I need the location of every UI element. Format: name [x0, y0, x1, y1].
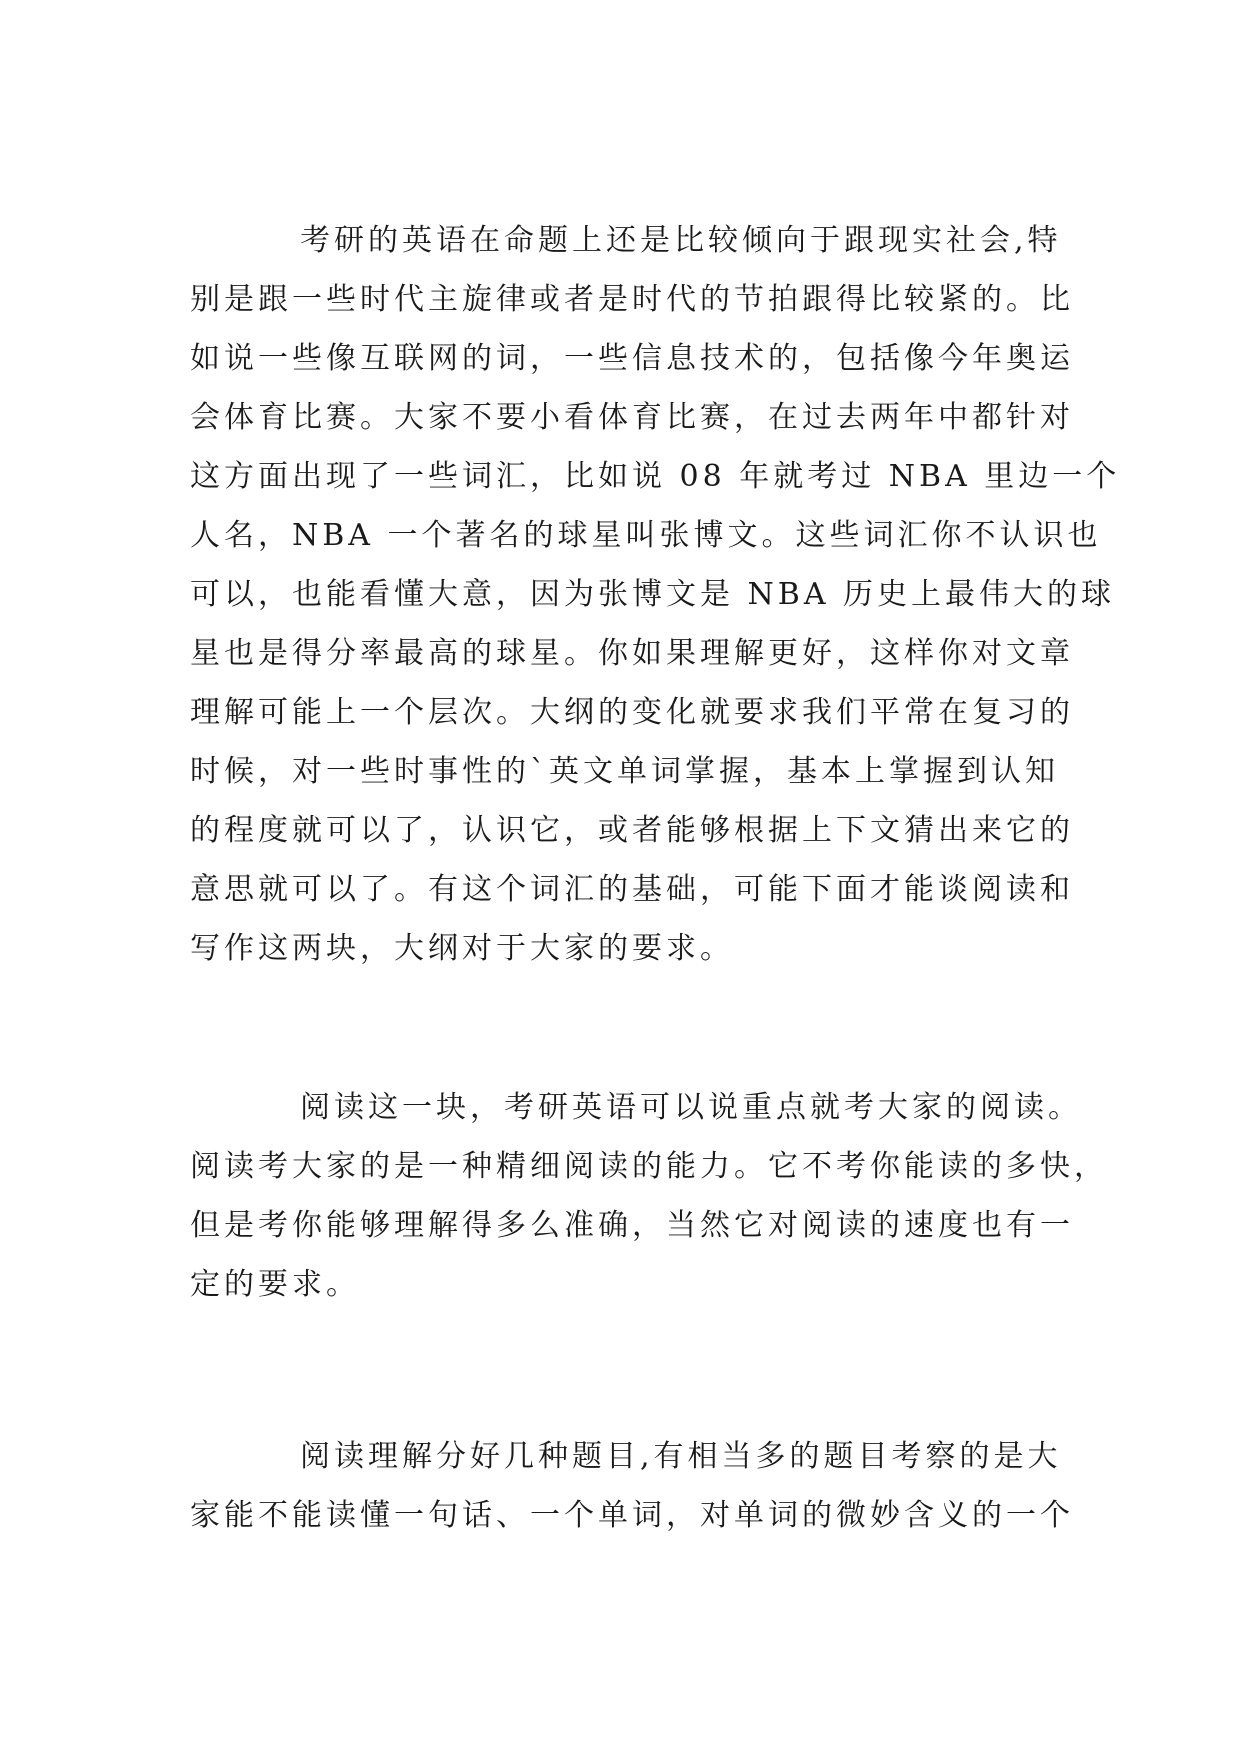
text-line: 的程度就可以了，认识它，或者能够根据上下文猜出来它的	[190, 813, 1074, 848]
paragraph-1	[190, 211, 1121, 978]
text-line: 别是跟一些时代主旋律或者是时代的节拍跟得比较紧的。比	[190, 282, 1074, 317]
text-line: 时候，对一些时事性的`英文单词掌握，基本上掌握到认知	[190, 754, 1059, 789]
text-line: 家能不能读懂一句话、一个单词，对单词的微妙含义的一个	[190, 1498, 1074, 1533]
text-line: 星也是得分率最高的球星。你如果理解更好，这样你对文章	[190, 636, 1074, 671]
text-line: 考研的英语在命题上还是比较倾向于跟现实社会,特	[300, 223, 1062, 258]
text-line: 阅读考大家的是一种精细阅读的能力。它不考你能读的多快，	[190, 1149, 1108, 1184]
text-line: 但是考你能够理解得多么准确，当然它对阅读的速度也有一	[190, 1208, 1074, 1243]
text-line: 会体育比赛。大家不要小看体育比赛，在过去两年中都针对	[190, 400, 1074, 435]
text-line: 可以，也能看懂大意，因为张博文是 NBA 历史上最伟大的球	[190, 577, 1116, 612]
paragraph-3	[190, 1427, 1074, 1545]
text-line: 阅读这一块，考研英语可以说重点就考大家的阅读。	[300, 1090, 1082, 1125]
paragraph-2	[190, 1078, 1108, 1314]
text-line: 人名，NBA 一个著名的球星叫张博文。这些词汇你不认识也	[190, 518, 1102, 553]
text-line: 这方面出现了一些词汇，比如说 08 年就考过 NBA 里边一个	[190, 459, 1121, 494]
text-line: 如说一些像互联网的词，一些信息技术的，包括像今年奥运	[190, 341, 1074, 376]
text-line: 意思就可以了。有这个词汇的基础，可能下面才能谈阅读和	[190, 872, 1074, 907]
text-line: 阅读理解分好几种题目,有相当多的题目考察的是大	[300, 1439, 1062, 1474]
text-line: 理解可能上一个层次。大纲的变化就要求我们平常在复习的	[190, 695, 1074, 730]
text-line: 定的要求。	[190, 1267, 360, 1302]
text-line: 写作这两块，大纲对于大家的要求。	[190, 931, 734, 966]
